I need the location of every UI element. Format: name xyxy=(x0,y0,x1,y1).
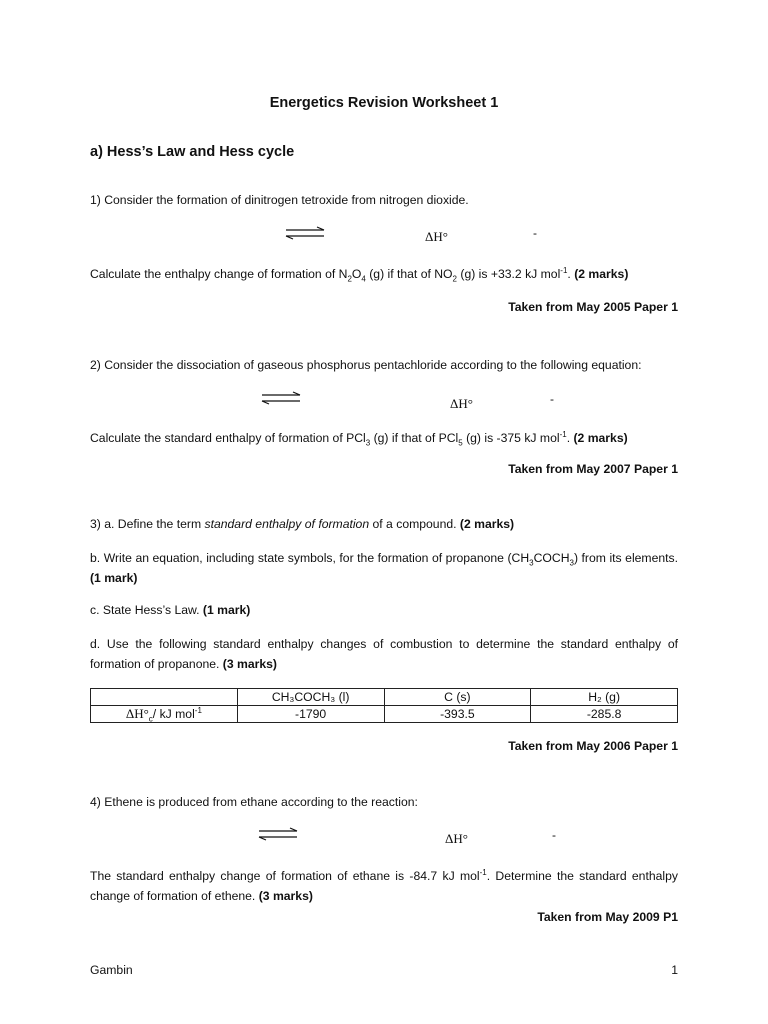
table-header-cell: H₂ (g) xyxy=(531,689,678,706)
table-header-cell: CH₃COCH₃ (l) xyxy=(237,689,384,706)
q3a-text: 3) a. Define the term standard enthalpy of formation of a compound. (2 marks) xyxy=(90,517,515,531)
q1-source: Taken from May 2005 Paper 1 xyxy=(508,300,678,314)
q4-source: Taken from May 2009 P1 xyxy=(537,910,678,924)
q1-delta-h: ΔH° xyxy=(425,229,448,244)
q3c-text: c. State Hess’s Law. (1 mark) xyxy=(90,603,251,617)
page-title: Energetics Revision Worksheet 1 xyxy=(269,95,499,111)
q3d-text: d. Use the following standard enthalpy changes of combustion to determine the standard enthalpy of formation of propanone. (3 marks) xyxy=(90,637,678,671)
equilibrium-arrows-icon xyxy=(260,391,302,405)
section-heading: a) Hess’s Law and Hess cycle xyxy=(90,144,295,160)
q4-delta-h: ΔH° xyxy=(445,831,468,846)
q2-source: Taken from May 2007 Paper 1 xyxy=(508,462,678,476)
footer-author: Gambin xyxy=(90,963,133,977)
q2-dash: - xyxy=(550,392,554,406)
q2-calculation: Calculate the standard enthalpy of formation of PCl$_3$ (g) if that of PCl$_5$ (g) is -375 kJ mol$^{-1}$. (2 marks) xyxy=(90,429,628,448)
table-cell: -393.5 xyxy=(384,706,531,723)
equilibrium-arrows-icon xyxy=(257,827,299,841)
q2-delta-h: ΔH° xyxy=(450,396,473,411)
page-number: 1 xyxy=(671,963,678,977)
table-cell: -1790 xyxy=(237,706,384,723)
q1-prompt: 1) Consider the formation of dinitrogen tetroxide from nitrogen dioxide. xyxy=(90,193,469,207)
table-cell: -285.8 xyxy=(531,706,678,723)
table-header-cell xyxy=(91,689,238,706)
q1-calculation: Calculate the enthalpy change of formation of $N_2O_4$ (g) if that of $NO_2$ (g) is +33.2 kJ mol$^{-1}$. (2 marks) xyxy=(90,265,629,284)
equilibrium-arrows-icon xyxy=(284,226,326,240)
table-row xyxy=(91,706,678,723)
table-row-label: $\Delta H^\circ_c/$ kJ mol$^{-1}$ xyxy=(91,706,238,723)
q2-prompt: 2) Consider the dissociation of gaseous phosphorus pentachloride according to the following equation: xyxy=(90,358,642,372)
combustion-data-table xyxy=(90,688,678,723)
q3-source: Taken from May 2006 Paper 1 xyxy=(508,739,678,753)
table-header-row xyxy=(91,689,678,706)
table-header-cell: C (s) xyxy=(384,689,531,706)
q4-dash: - xyxy=(552,828,556,842)
q3b-text: b. Write an equation, including state symbols, for the formation of propanone $(CH_3COCH_3)$ from its elements. (1 mark) xyxy=(90,551,679,585)
q4-text: The standard enthalpy change of formation of ethane is -84.7 kJ mol$^{-1}$. Determine the standard enthalpy change of formation of ethene. (3 marks) xyxy=(90,867,678,903)
q1-dash: - xyxy=(533,226,537,240)
q4-prompt: 4) Ethene is produced from ethane according to the reaction: xyxy=(90,795,418,809)
